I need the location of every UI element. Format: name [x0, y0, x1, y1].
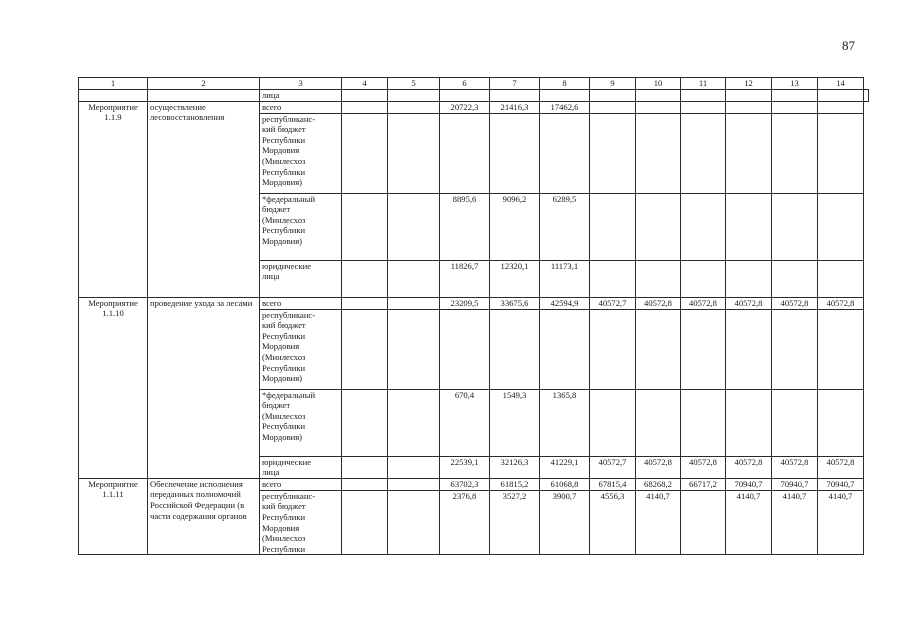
value-cell — [636, 101, 681, 113]
value-cell: 40572,8 — [772, 456, 818, 478]
value-cell: 40572,8 — [726, 456, 772, 478]
activity-code-cell: Мероприятие 1.1.9 — [79, 101, 148, 297]
value-cell — [818, 260, 864, 297]
value-cell — [772, 193, 818, 260]
value-cell — [590, 113, 636, 193]
value-cell: 21416,3 — [490, 101, 540, 113]
value-cell — [681, 389, 726, 456]
activity-name-cell: осуществление лесовосстановления — [148, 101, 260, 297]
value-cell: 40572,8 — [726, 297, 772, 309]
value-cell — [388, 389, 440, 456]
value-cell: 40572,8 — [636, 456, 681, 478]
value-cell: 22539,1 — [440, 456, 490, 478]
empty-cell — [772, 90, 818, 102]
table-row — [79, 478, 869, 490]
empty-cell — [590, 90, 636, 102]
value-cell: 23209,5 — [440, 297, 490, 309]
value-cell — [342, 309, 388, 389]
value-cell — [342, 260, 388, 297]
value-cell: 42594,9 — [540, 297, 590, 309]
value-cell — [342, 456, 388, 478]
activity-code-cell: Мероприятие 1.1.11 — [79, 478, 148, 555]
value-cell — [636, 193, 681, 260]
value-cell: 70940,7 — [726, 478, 772, 490]
value-cell — [490, 309, 540, 389]
value-cell — [440, 309, 490, 389]
header-cell: 8 — [540, 78, 590, 90]
value-cell: 8895,6 — [440, 193, 490, 260]
value-cell: 32126,3 — [490, 456, 540, 478]
value-cell — [772, 260, 818, 297]
value-cell: 40572,7 — [590, 297, 636, 309]
value-cell — [726, 193, 772, 260]
value-cell: 4140,7 — [772, 490, 818, 555]
empty-cell — [636, 90, 681, 102]
value-cell — [342, 193, 388, 260]
value-cell — [388, 490, 440, 555]
table-row — [79, 101, 869, 113]
value-cell: 61068,8 — [540, 478, 590, 490]
value-cell: 1365,8 — [540, 389, 590, 456]
header-cell: 12 — [726, 78, 772, 90]
funding-source-cell: юридические лица — [260, 456, 342, 478]
header-cell: 2 — [148, 78, 260, 90]
header-row — [79, 78, 869, 90]
activity-name-cell: Обеспечение исполнения переданных полномочий Российской Федерации (в части содержания органов — [148, 478, 260, 555]
value-cell — [818, 309, 864, 389]
funding-source-cell: республиканс- кий бюджет Республики Мордовия (Минлесхоз Республики Мордовия) — [260, 309, 342, 389]
value-cell: 63702,3 — [440, 478, 490, 490]
value-cell — [388, 309, 440, 389]
value-cell — [490, 113, 540, 193]
value-cell: 40572,8 — [681, 297, 726, 309]
value-cell — [590, 309, 636, 389]
value-cell: 670,4 — [440, 389, 490, 456]
value-cell — [342, 389, 388, 456]
value-cell: 12320,1 — [490, 260, 540, 297]
value-cell — [818, 113, 864, 193]
value-cell — [590, 101, 636, 113]
value-cell — [388, 113, 440, 193]
value-cell: 3900,7 — [540, 490, 590, 555]
header-cell: 14 — [818, 78, 864, 90]
value-cell: 33675,6 — [490, 297, 540, 309]
activity-name-cell: проведение ухода за лесами — [148, 297, 260, 478]
funding-source-cell: юридические лица — [260, 260, 342, 297]
value-cell — [342, 478, 388, 490]
value-cell — [590, 389, 636, 456]
value-cell — [388, 456, 440, 478]
header-cell: 6 — [440, 78, 490, 90]
value-cell: 68268,2 — [636, 478, 681, 490]
funding-source-cell: республиканс- кий бюджет Республики Мордовия (Минлесхоз Республики — [260, 490, 342, 555]
value-cell — [540, 309, 590, 389]
value-cell — [681, 101, 726, 113]
table-body — [79, 78, 869, 555]
empty-cell — [490, 90, 540, 102]
value-cell — [388, 260, 440, 297]
value-cell: 4140,7 — [636, 490, 681, 555]
header-cell: 1 — [79, 78, 148, 90]
empty-cell — [440, 90, 490, 102]
value-cell — [681, 113, 726, 193]
empty-cell — [148, 90, 260, 102]
value-cell — [540, 113, 590, 193]
value-cell — [440, 113, 490, 193]
value-cell — [726, 260, 772, 297]
value-cell — [726, 309, 772, 389]
value-cell — [681, 260, 726, 297]
activity-code-cell: Мероприятие 1.1.10 — [79, 297, 148, 478]
value-cell: 2376,8 — [440, 490, 490, 555]
value-cell — [388, 193, 440, 260]
value-cell — [388, 101, 440, 113]
value-cell: 40572,8 — [772, 297, 818, 309]
source-cell: лица — [260, 90, 342, 102]
value-cell: 4140,7 — [818, 490, 864, 555]
value-cell — [342, 113, 388, 193]
funding-source-cell: всего — [260, 478, 342, 490]
value-cell — [388, 478, 440, 490]
empty-cell — [388, 90, 440, 102]
table-row — [79, 297, 869, 309]
value-cell — [342, 490, 388, 555]
value-cell — [818, 193, 864, 260]
empty-cell — [818, 90, 864, 102]
value-cell: 70940,7 — [818, 478, 864, 490]
value-cell: 1549,3 — [490, 389, 540, 456]
empty-cell — [342, 90, 388, 102]
value-cell — [681, 193, 726, 260]
value-cell: 40572,8 — [818, 297, 864, 309]
value-cell: 40572,8 — [818, 456, 864, 478]
header-cell: 7 — [490, 78, 540, 90]
header-cell: 9 — [590, 78, 636, 90]
value-cell — [636, 260, 681, 297]
value-cell: 70940,7 — [772, 478, 818, 490]
value-cell: 4140,7 — [726, 490, 772, 555]
header-cell: 5 — [388, 78, 440, 90]
value-cell — [818, 389, 864, 456]
value-cell — [342, 101, 388, 113]
header-cell: 11 — [681, 78, 726, 90]
value-cell — [388, 297, 440, 309]
value-cell — [590, 260, 636, 297]
value-cell: 9096,2 — [490, 193, 540, 260]
header-cell: 4 — [342, 78, 388, 90]
empty-cell — [681, 90, 726, 102]
empty-cell — [540, 90, 590, 102]
empty-cell — [79, 90, 148, 102]
value-cell: 40572,7 — [590, 456, 636, 478]
value-cell: 66717,2 — [681, 478, 726, 490]
page-number: 87 — [842, 38, 855, 53]
budget-table — [78, 77, 869, 555]
funding-source-cell: всего — [260, 297, 342, 309]
value-cell — [342, 297, 388, 309]
header-cell: 10 — [636, 78, 681, 90]
value-cell — [726, 113, 772, 193]
funding-source-cell: всего — [260, 101, 342, 113]
continuation-row — [79, 90, 869, 102]
funding-source-cell: республиканс- кий бюджет Республики Мордовия (Минлесхоз Республики Мордовия) — [260, 113, 342, 193]
value-cell: 11173,1 — [540, 260, 590, 297]
value-cell: 40572,8 — [636, 297, 681, 309]
value-cell — [772, 113, 818, 193]
value-cell — [772, 101, 818, 113]
funding-source-cell: *федеральный бюджет (Минлесхоз Республики Мордовия) — [260, 193, 342, 260]
value-cell — [818, 101, 864, 113]
value-cell: 41229,1 — [540, 456, 590, 478]
value-cell: 61815,2 — [490, 478, 540, 490]
value-cell: 20722,3 — [440, 101, 490, 113]
empty-cell — [726, 90, 772, 102]
value-cell: 3527,2 — [490, 490, 540, 555]
empty-cell — [864, 90, 869, 102]
value-cell — [636, 389, 681, 456]
funding-source-cell: *федеральный бюджет (Минлесхоз Республики Мордовия) — [260, 389, 342, 456]
value-cell — [681, 490, 726, 555]
value-cell: 6289,5 — [540, 193, 590, 260]
value-cell — [772, 389, 818, 456]
value-cell — [636, 309, 681, 389]
value-cell — [636, 113, 681, 193]
value-cell: 11826,7 — [440, 260, 490, 297]
value-cell: 4556,3 — [590, 490, 636, 555]
value-cell — [772, 309, 818, 389]
header-cell: 13 — [772, 78, 818, 90]
value-cell — [590, 193, 636, 260]
value-cell: 40572,8 — [681, 456, 726, 478]
header-cell: 3 — [260, 78, 342, 90]
value-cell — [726, 101, 772, 113]
value-cell — [726, 389, 772, 456]
value-cell — [681, 309, 726, 389]
value-cell: 17462,6 — [540, 101, 590, 113]
value-cell: 67815,4 — [590, 478, 636, 490]
